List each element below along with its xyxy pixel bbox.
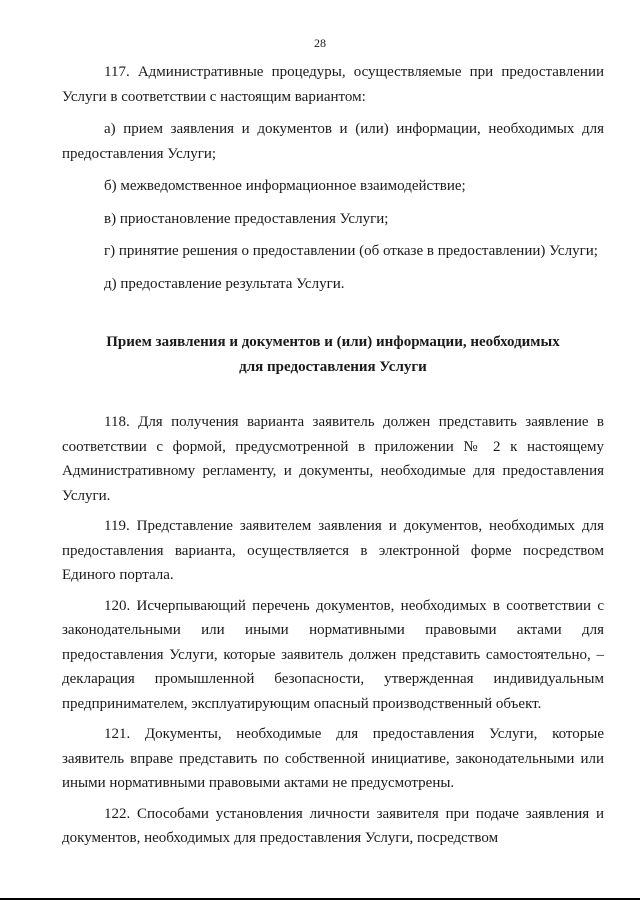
paragraph-118: 118. Для получения варианта заявитель должен представить заявление в соответствии с формой, предусмотренной в приложении № 2 к настоящему Административному регламенту, и документы, необходимые для предоставления Услуги.	[62, 414, 604, 504]
document-body	[62, 60, 604, 851]
list-item-d: д) предоставление результата Услуги.	[104, 275, 345, 292]
paragraph-120: 120. Исчерпывающий перечень документов, необходимых в соответствии с законодательными или иными нормативными правовыми актами для предоставления Услуги, которые заявитель должен представить самостоятельно, – декларация промышленной безопасности, утвержденная индивидуальным предпринимателем, эксплуатирующим опасный производственный объект.	[62, 597, 604, 712]
list-item-v: в) приостановление предоставления Услуги;	[104, 210, 389, 227]
section-heading	[62, 330, 604, 380]
paragraph-121: 121. Документы, необходимые для предоставления Услуги, которые заявитель вправе представить по собственной инициативе, законодательными или иными нормативными правовыми актами не предусмотрены.	[62, 726, 604, 791]
heading-line-2: для предоставления Услуги	[239, 359, 427, 375]
list-item-a: а) прием заявления и документов и (или) информации, необходимых для предоставления Услуги;	[62, 121, 604, 162]
paragraph-119: 119. Представление заявителем заявления и документов, необходимых для предоставления варианта, осуществляется в электронной форме посредством Единого портала.	[62, 518, 604, 583]
page-number: 28	[314, 36, 326, 50]
list-item-g: г) принятие решения о предоставлении (об отказе в предоставлении) Услуги;	[104, 243, 598, 259]
paragraph-122: 122. Способами установления личности заявителя при подаче заявления и документов, необходимых для предоставления Услуги, посредством	[62, 805, 604, 846]
list-item-b: б) межведомственное информационное взаимодействие;	[104, 178, 466, 194]
paragraph-117: 117. Административные процедуры, осуществляемые при предоставлении Услуги в соответствии с настоящим вариантом:	[62, 64, 604, 105]
heading-line-1: Прием заявления и документов и (или) информации, необходимых	[106, 334, 560, 350]
